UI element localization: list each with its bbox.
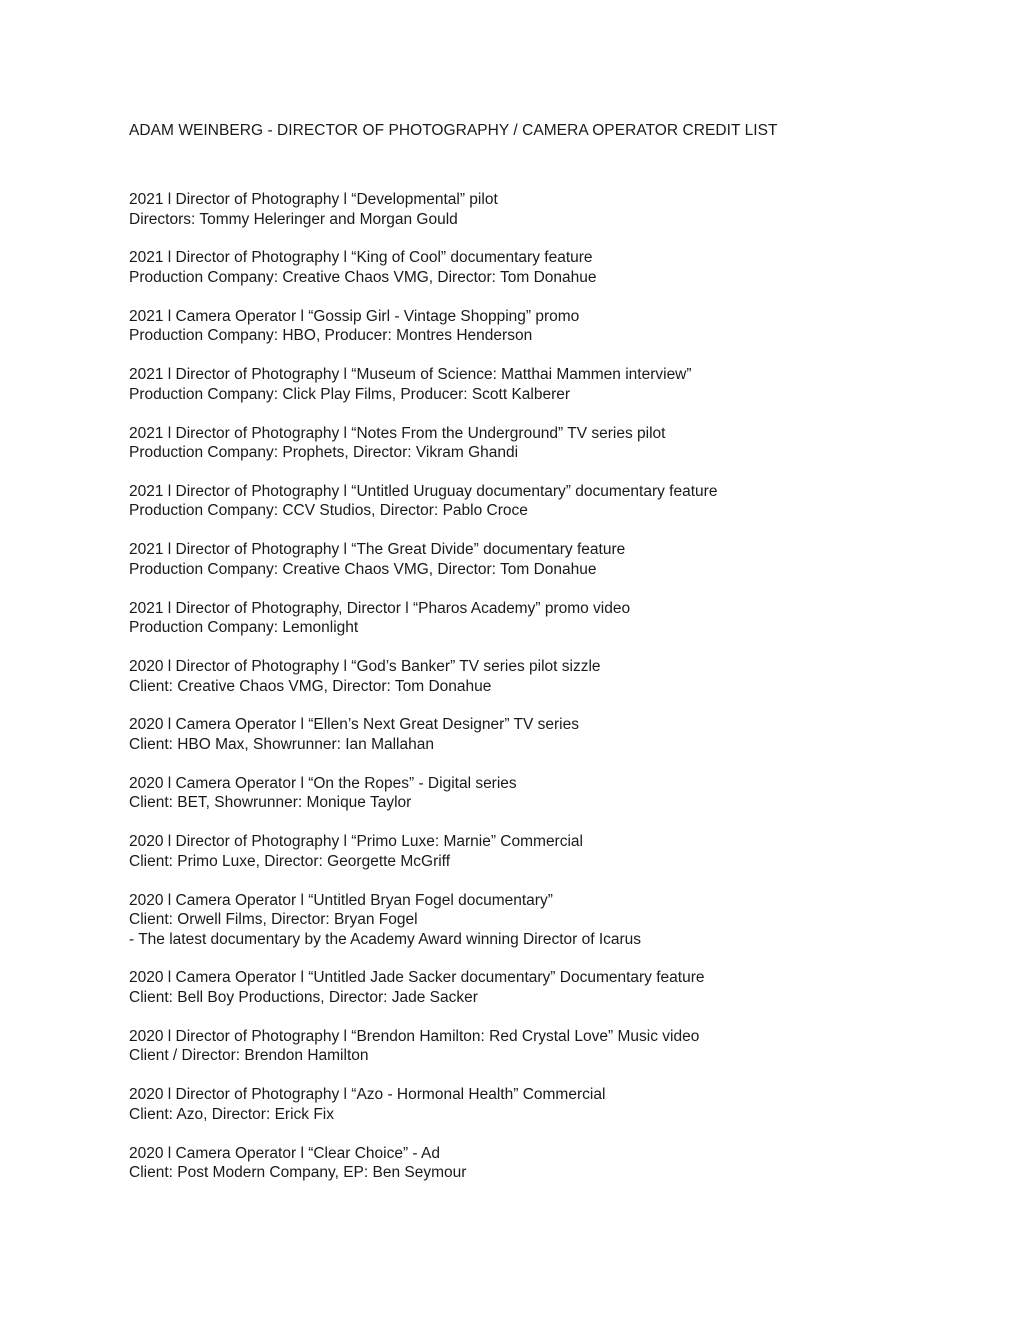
- credit-entry: [129, 891, 989, 950]
- credit-headline: 2021 l Director of Photography l “King of Cool” documentary feature: [129, 249, 593, 267]
- credit-headline: 2020 l Director of Photography l “God’s Banker” TV series pilot sizzle: [129, 658, 601, 675]
- credit-entry: [129, 774, 989, 813]
- credit-details: Directors: Tommy Heleringer and Morgan Gould: [129, 210, 458, 228]
- credit-list: [129, 190, 989, 1183]
- credit-details: Production Company: Creative Chaos VMG, Director: Tom Donahue: [129, 268, 597, 286]
- credit-headline: 2021 l Director of Photography l “Developmental” pilot: [129, 191, 498, 208]
- credit-entry: [129, 968, 989, 1007]
- credit-entry: [129, 1144, 989, 1183]
- credit-headline: 2021 l Director of Photography, Director l “Pharos Academy” promo video: [129, 599, 631, 617]
- credit-details: Production Company: CCV Studios, Director: Pablo Croce: [129, 502, 528, 520]
- credit-headline: 2021 l Director of Photography l “Notes From the Underground” TV series pilot: [129, 424, 666, 442]
- credit-details: Production Company: Click Play Films, Producer: Scott Kalberer: [129, 385, 571, 403]
- credit-details: Client: Bell Boy Productions, Director: Jade Sacker: [129, 989, 478, 1007]
- credit-entry: [129, 248, 989, 287]
- credit-note: - The latest documentary by the Academy Award winning Director of Icarus: [129, 930, 642, 948]
- credit-details: Client: HBO Max, Showrunner: Ian Mallahan: [129, 735, 434, 753]
- credit-headline: 2021 l Director of Photography l “Untitled Uruguay documentary” documentary feature: [129, 482, 718, 500]
- credit-entry: [129, 482, 989, 521]
- credit-details: Client: BET, Showrunner: Monique Taylor: [129, 794, 412, 812]
- credit-headline: 2020 l Camera Operator l “Ellen’s Next Great Designer” TV series: [129, 716, 579, 734]
- credit-details: Production Company: Prophets, Director: Vikram Ghandi: [129, 444, 519, 462]
- document-title: ADAM WEINBERG - DIRECTOR OF PHOTOGRAPHY / CAMERA OPERATOR CREDIT LIST: [129, 122, 778, 139]
- credit-details: Client: Creative Chaos VMG, Director: Tom Donahue: [129, 677, 492, 695]
- credit-details: Client: Primo Luxe, Director: Georgette McGriff: [129, 852, 451, 870]
- credit-headline: 2021 l Camera Operator l “Gossip Girl - Vintage Shopping” promo: [129, 307, 580, 325]
- credit-details: Production Company: Lemonlight: [129, 619, 359, 637]
- credit-entry: [129, 715, 989, 754]
- credit-entry: [129, 832, 989, 871]
- credit-headline: 2020 l Camera Operator l “Untitled Jade Sacker documentary” Documentary feature: [129, 969, 705, 987]
- credit-entry: [129, 424, 989, 463]
- credit-entry: [129, 1027, 989, 1066]
- credit-entry: [129, 307, 989, 346]
- credit-headline: 2020 l Camera Operator l “On the Ropes” - Digital series: [129, 774, 517, 792]
- credit-headline: 2020 l Director of Photography l “Primo Luxe: Marnie” Commercial: [129, 833, 583, 851]
- credit-details: Production Company: Creative Chaos VMG, Director: Tom Donahue: [129, 560, 597, 578]
- credit-entry: [129, 1085, 989, 1124]
- document-page: [129, 120, 989, 1202]
- credit-details: Client: Orwell Films, Director: Bryan Fogel: [129, 911, 418, 929]
- credit-details: Production Company: HBO, Producer: Montres Henderson: [129, 327, 533, 345]
- credit-entry: [129, 599, 989, 638]
- credit-headline: 2020 l Director of Photography l “Azo - Hormonal Health” Commercial: [129, 1086, 606, 1104]
- credit-details: Client: Post Modern Company, EP: Ben Seymour: [129, 1164, 467, 1182]
- credit-headline: 2020 l Camera Operator l “Untitled Bryan Fogel documentary”: [129, 891, 553, 909]
- credit-headline: 2020 l Camera Operator l “Clear Choice” - Ad: [129, 1144, 440, 1162]
- credit-entry: [129, 190, 989, 229]
- credit-headline: 2021 l Director of Photography l “Museum of Science: Matthai Mammen interview”: [129, 366, 692, 384]
- credit-entry: [129, 540, 989, 579]
- credit-details: Client: Azo, Director: Erick Fix: [129, 1105, 334, 1123]
- credit-details: Client / Director: Brendon Hamilton: [129, 1047, 369, 1065]
- credit-headline: 2020 l Director of Photography l “Brendon Hamilton: Red Crystal Love” Music video: [129, 1027, 700, 1045]
- credit-headline: 2021 l Director of Photography l “The Great Divide” documentary feature: [129, 541, 626, 559]
- credit-entry: [129, 365, 989, 404]
- credit-entry: [129, 657, 989, 696]
